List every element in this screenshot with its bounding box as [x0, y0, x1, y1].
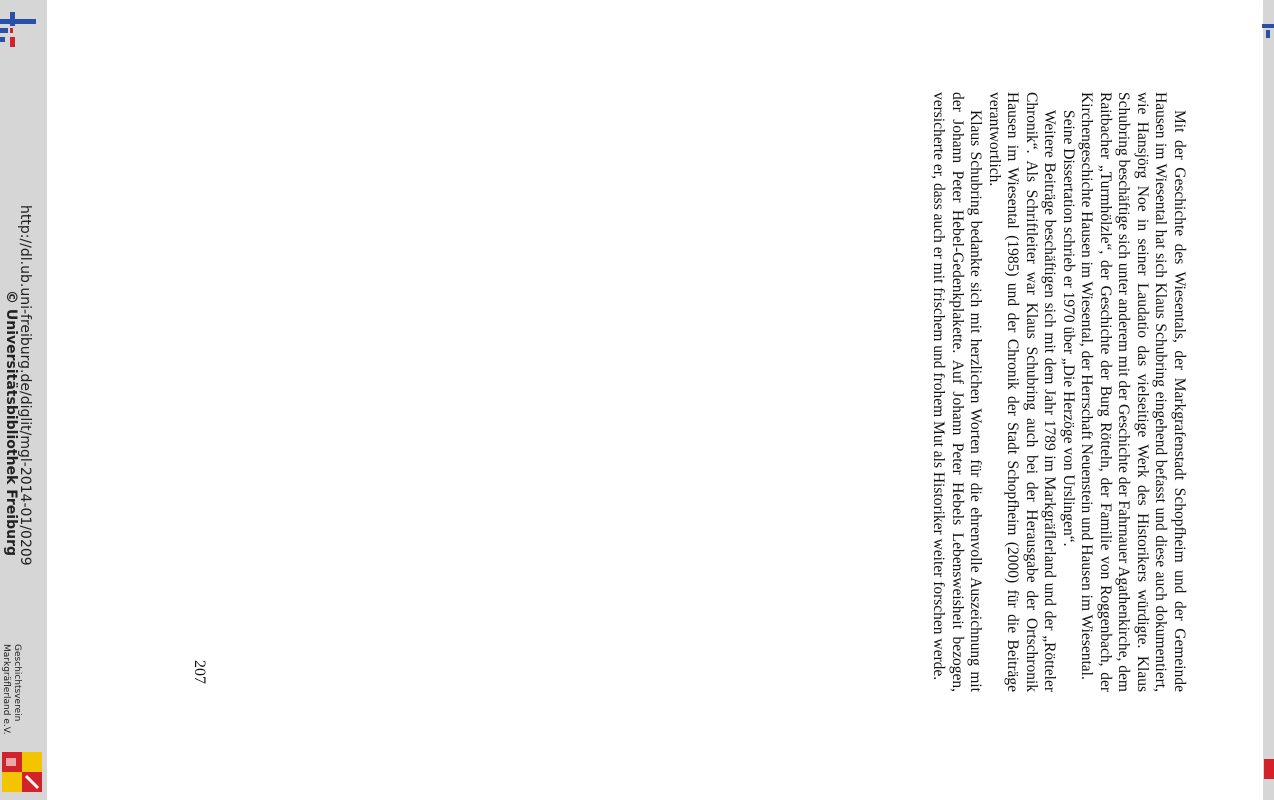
- copyright-text: © Universitätsbibliothek Freiburg: [3, 290, 19, 557]
- page-number-text: 207: [191, 660, 208, 684]
- society-label: [0, 640, 20, 750]
- page-body: [816, 92, 1188, 692]
- ub-freiburg-logo-icon: [1262, 20, 1274, 40]
- ub-freiburg-logo-icon: [0, 10, 40, 50]
- society-emblem-icon: [1262, 755, 1274, 783]
- society-emblem-icon: [0, 748, 44, 794]
- url-text[interactable]: http://dl.ub.uni-freiburg.de/diglit/mgl-2014-01/0209: [17, 205, 33, 566]
- society-label-text: Geschichtsverein Markgräflerland e.V.: [1, 644, 22, 735]
- right-sidebar-strip: [1263, 0, 1274, 800]
- paragraph-2: Seine Dissertation schrieb er 1970 über „Die Herzöge von Urslingen“.: [1060, 110, 1077, 547]
- paragraph-1: Mit der Geschichte des Wiesentals, der Markgrafenstadt Schopfheim und der Gemeinde Hausen im Wiesental hat sich Klaus Schubring eingehend befasst und diese auch dokumentiert, wie Hansjörg Noe in seiner Laudatio das vielseitige Werk des Historikers würdigte. Klaus Schubring beschäftige sich unter anderem mit der Geschichte der Fahrnauer Agathenkirche, dem Raitbacher „Turmhölzle“, der Geschichte der Burg Rötteln, der Familie von Roggenbach, der Kirchengeschichte Hausen im Wiesental, der Herrschaft Neuenstein und Hausen im Wiesental.: [1078, 92, 1188, 692]
- document-page: [47, 0, 1263, 800]
- page-number: [183, 656, 217, 690]
- paragraph-4: Klaus Schubring bedankte sich mit herzlichen Worten für die ehrenvolle Auszeichnung mit der Johann Peter Hebel-Gedenkplakette. Auf Johann Peter Hebels Lebensweisheit bezogen, versicherte er, dass auch er mit frischem und frohem Mut als Historiker weiter forschen werde.: [930, 92, 985, 692]
- copyright-notice: [0, 290, 19, 557]
- rotated-text-block: [816, 92, 1188, 692]
- paragraph-3: Weitere Beiträge beschäftigen sich mit dem Jahr 1789 im Markgräflerland und der „Rötteler Chronik“. Als Schriftleiter war Klaus Schubring auch bei der Herausgabe der Ortschronik Hausen im Wiesental (1985) und der Chronik der Stadt Schopfheim (2000) für die Beiträge verantwortlich.: [986, 92, 1059, 692]
- left-sidebar-strip: [0, 0, 47, 800]
